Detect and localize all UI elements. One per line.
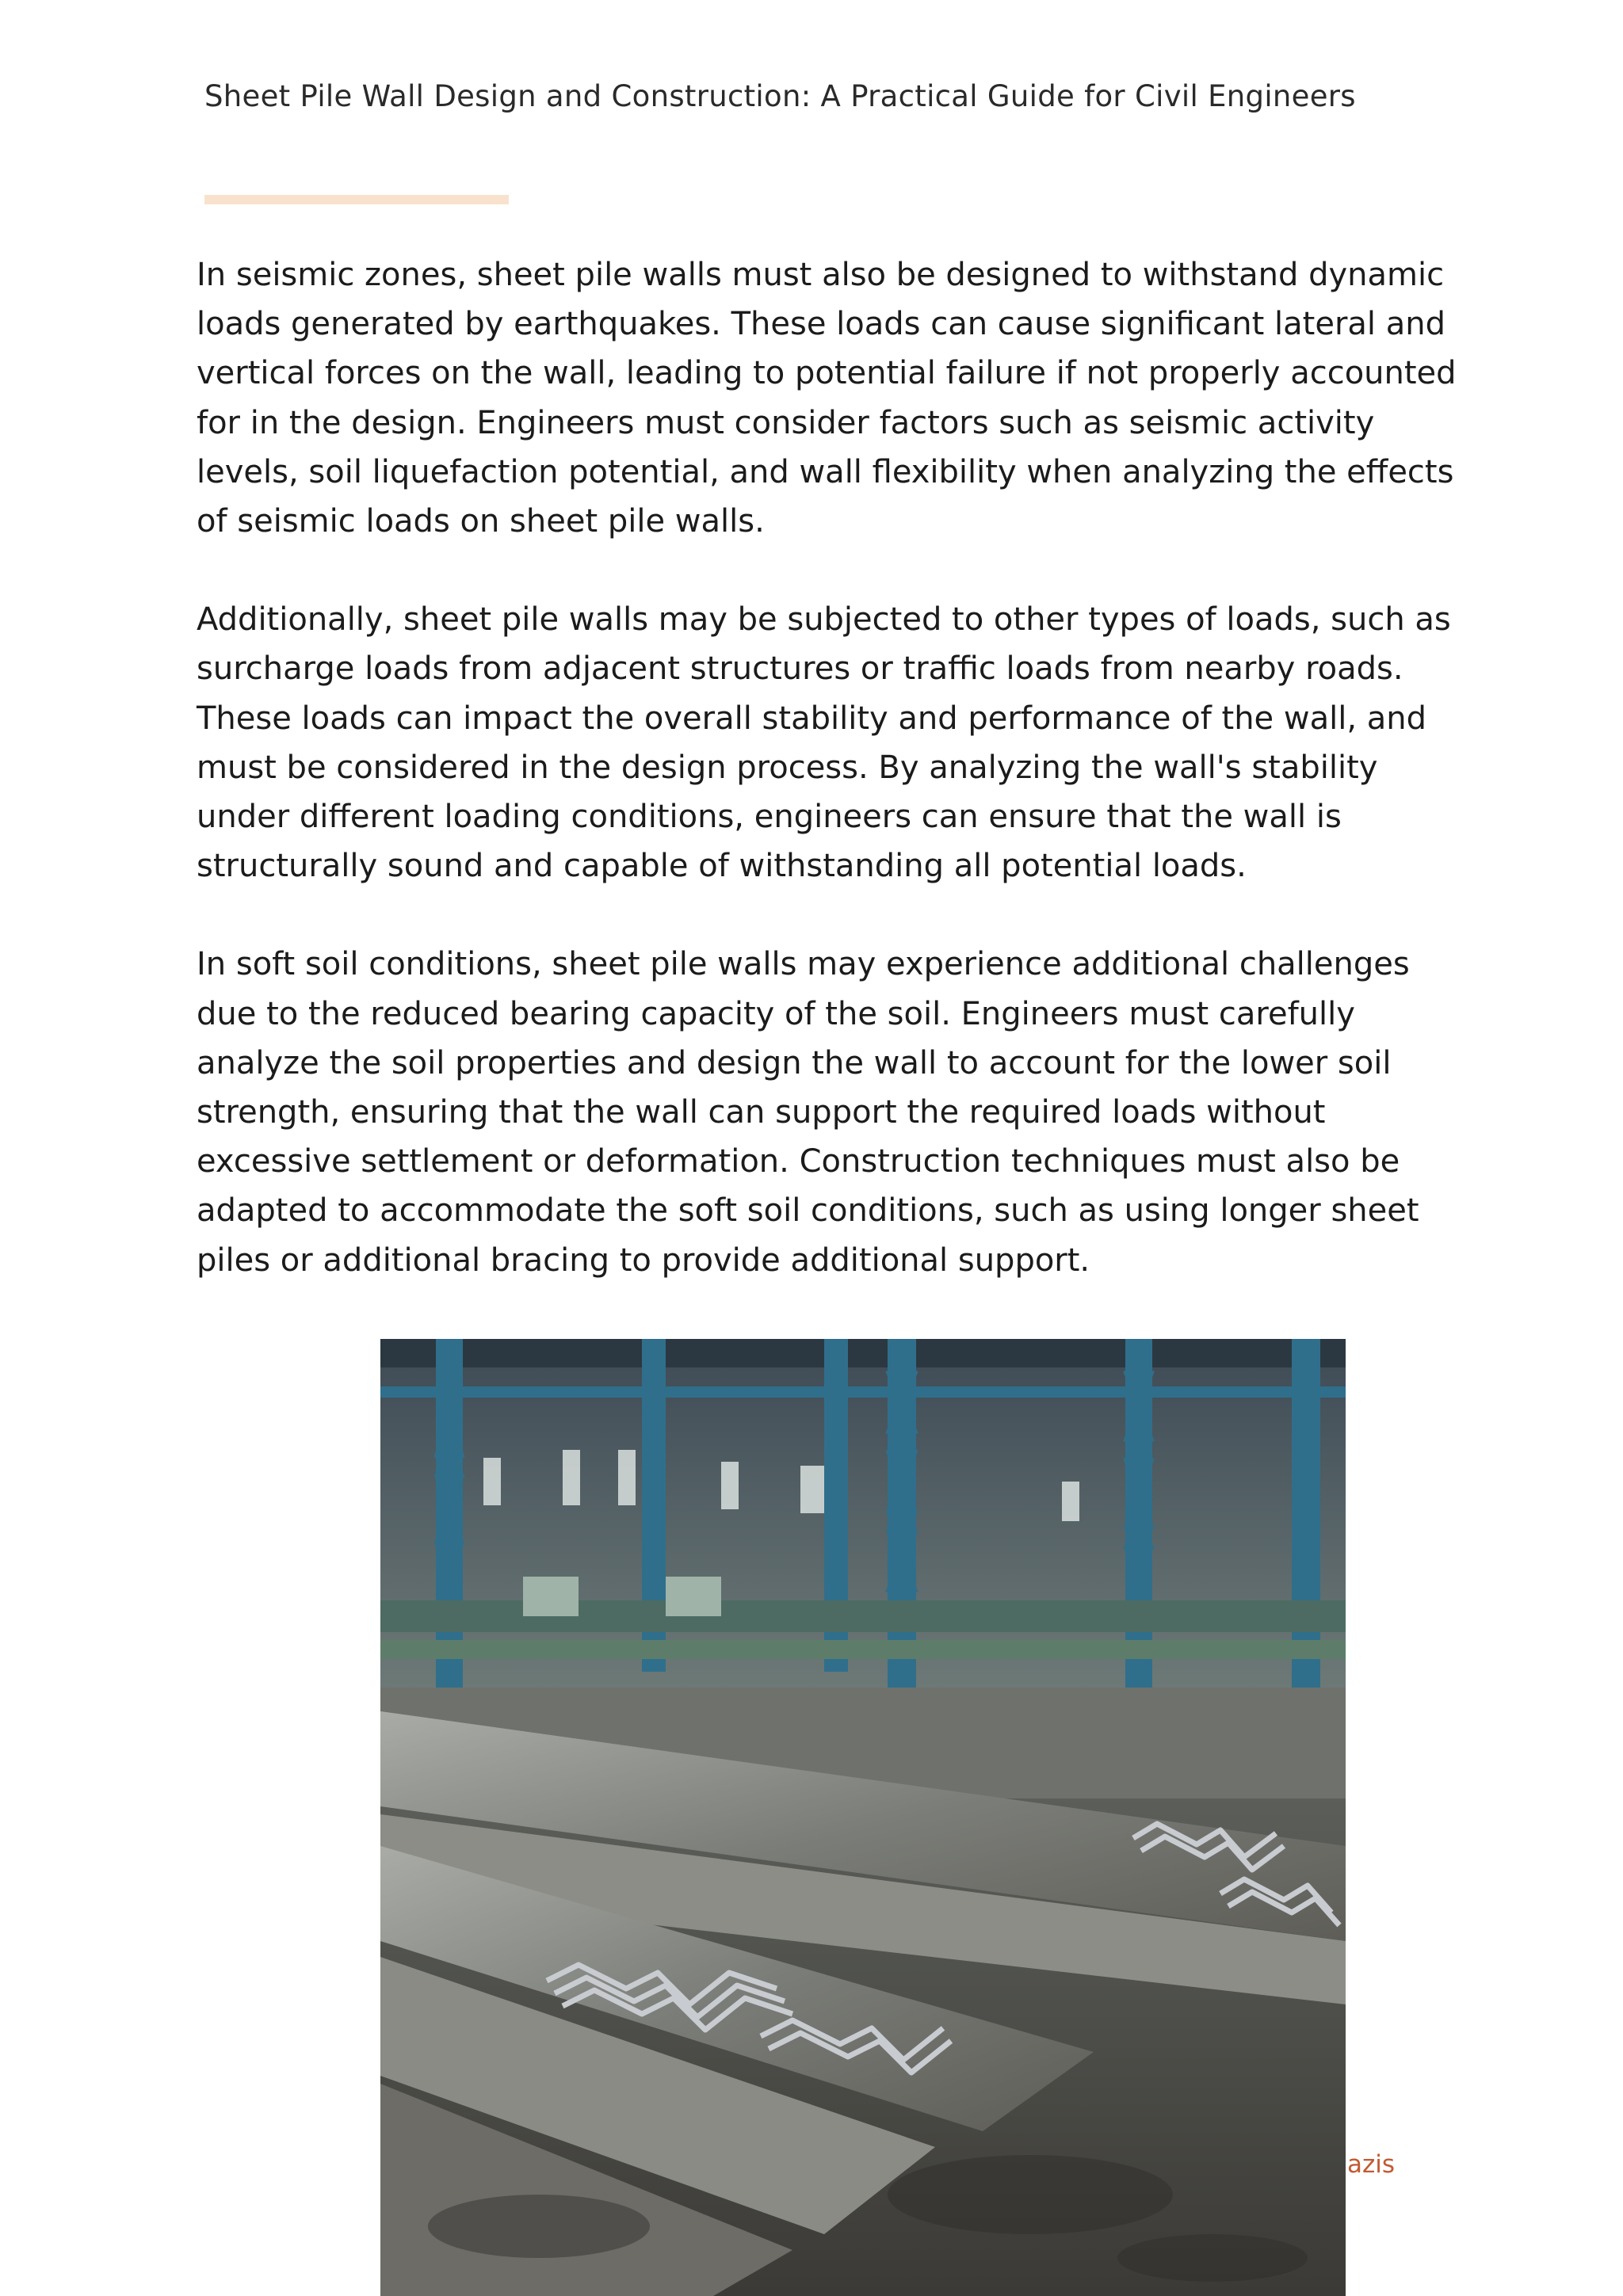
side-note-text: azis xyxy=(1347,2150,1396,2179)
paragraph-surcharge-loads: Additionally, sheet pile walls may be subjected to other types of loads, such as surcharge loads from adjacent structures or traffic loads from nearby roads. These loads can impact the overall stability and performance of the wall, and must be considered in the design process. By analyzing the wall's stability under different loading conditions, engineers can ensure that the wall is structurally sound and capable of withstanding all potential loads. xyxy=(197,601,1451,885)
article-body xyxy=(197,250,1457,1334)
paragraph-soft-soil: In soft soil conditions, sheet pile walls may experience additional challenges due to the reduced bearing capacity of the soil. Engineers must carefully analyze the soil properties and design the wall to account for the lower soil strength, ensuring that the wall can support the required loads without excessive settlement or deformation. Construction techniques must also be adapted to accommodate the soft soil conditions, such as using longer sheet piles or additional bracing to provide additional support. xyxy=(197,946,1419,1279)
document-header-title: Sheet Pile Wall Design and Construction: A Practical Guide for Civil Engineers xyxy=(204,79,1356,113)
paragraph-seismic-loads: In seismic zones, sheet pile walls must also be designed to withstand dynamic loads generated by earthquakes. These loads can cause significant lateral and vertical forces on the wall, leading to potential failure if not properly accounted for in the design. Engineers must consider factors such as seismic activity levels, soil liquefaction potential, and wall flexibility when analyzing the effects of seismic loads on sheet pile walls. xyxy=(197,257,1457,540)
header-accent-bar xyxy=(204,195,509,204)
sheet-piles-factory-photo xyxy=(380,1339,1346,2296)
